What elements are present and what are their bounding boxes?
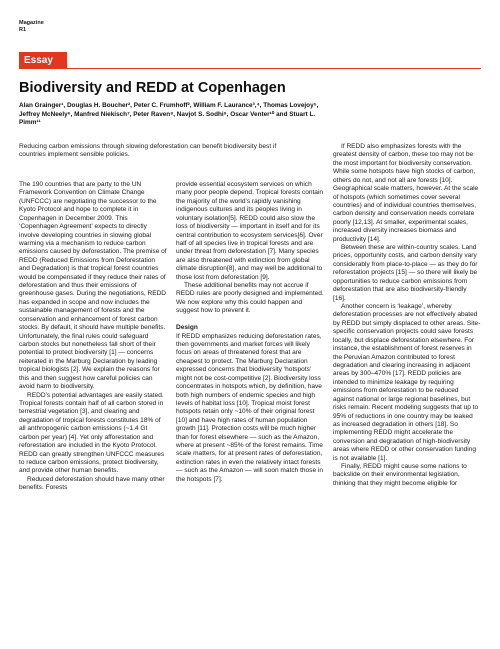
text-column-2 bbox=[176, 181, 324, 484]
paragraph: Between these are within-country scales. Land prices, opportunity costs, and carbon density vary considerably from place-to-place — as they do for reforestation projects [15] — so there will likely be opportunities to reduce carbon emissions from deforestation that are also biodiversity-friendly [16]. bbox=[333, 244, 478, 302]
section-heading: Design bbox=[176, 324, 198, 332]
paragraph: Another concern is ‘leakage’, whereby deforestation processes are not effectively abated by REDD but simply displaced to other areas. Site-specific conservation projects could save forests locally, but displace deforestation elsewhere. For instance, the establishment of forest reserves in the Peruvian Amazon contributed to forest degradation and clearing increasing in adjacent areas by 300–470% [17]. REDD policies are intended to minimize leakage by requiring emissions from deforestation to be reduced against national or large regional baselines, but risks remain. Recent modeling suggests that up to 95% of reductions in one country may be leaked as increased degradation in others [18]. So implementing REDD might accelerate the conversion and degradation of high-biodiversity areas where REDD or other conservation funding is not available [1]. bbox=[333, 303, 481, 462]
paragraph: These additional benefits may not accrue if REDD rules are poorly designed and implemented. We now explore why this could happen and suggest how to prevent it. bbox=[176, 282, 324, 315]
paragraph: Reduced deforestation should have many other benefits. Forests bbox=[19, 475, 165, 492]
section-label: Essay bbox=[19, 52, 67, 69]
text-column-3 bbox=[333, 143, 481, 488]
paragraph: If REDD emphasizes reducing deforestation rates, then governments and market forces will likely focus on areas of threatened forest that are cheapest to protect. The Marburg Declaration expressed concerns that biodiversity ‘hotspots’ might not be cost-competitive [2]. Biodiversity loss concentrates in hotspots which, by definition, have both high numbers of endemic species and high levels of habitat loss [10]. Tropical moist forest hotspots retain only ~10% of their original forest [10] and have high rates of human population growth [11]. Protection costs will be much higher than for forest elsewhere — such as the Amazon, where at present ~85% of the forest remains. Time scale matters, for at present rates of deforestation, extinction rates in even the relatively intact forests — such as the Amazon — will soon match those in the hotspots [7]. bbox=[176, 332, 324, 483]
paragraph: If REDD also emphasizes forests with the greatest density of carbon, these too may not be the most important for biodiversity conservation. While some hotspots have high stocks of carbon, others do not, and not all are forests [10]. Geographical scale matters, however. At the scale of hotspots (which sometimes cover several countries) and of individual countries themselves, carbon density and conservation needs correlate poorly [12,13]. At smaller, experimental scales, increased diversity increases biomass and productivity [14]. bbox=[333, 143, 479, 243]
paragraph: REDD’s potential advantages are easily stated. Tropical forests contain half of all carbon stored in terrestrial vegetation [3], and clearing and degradation of tropical forests constitutes 18% of all anthropogenic carbon emissions (~1.4 Gt carbon per year) [4]. Yet only afforestation and reforestation are included in the Kyoto Protocol. REDD can greatly strengthen UNFCCC measures to reduce carbon emissions, protect biodiversity, and provide other human benefits. bbox=[19, 391, 165, 475]
page-number: R1 bbox=[19, 26, 27, 33]
paragraph: provide essential ecosystem services on which many poor people depend. Tropical forests contain the majority of the world’s rapidly vanishing indigenous cultures and its peoples living in voluntary isolation[5]. REDD could also slow the loss of biodiversity — important in itself and for its central contribution to ecosystem services[6]. Over half of all species live in tropical forests and are under threat from deforestation [7]. Many species are also threatened with extinction from global climate disruption[8], and may well be additional to those lost from deforestation [9]. bbox=[176, 181, 324, 281]
paragraph-gap bbox=[176, 316, 324, 324]
journal-name: Magazine bbox=[19, 20, 44, 26]
paragraph: The 190 countries that are party to the UN Framework Convention on Climate Change (UNFCCC) are negotiating the successor to the Kyoto Protocol and hope to complete it in Copenhagen in December 2009. This ‘Copenhagen Agreement’ expects to directly involve developing countries in slowing global warming via a mechanism to reduce carbon emissions caused by deforestation. The premise of REDD (Reduced Emissions from Deforestation and Degradation) is that tropical forest countries would be compensated if they reduce their rates of deforestation and thus their emissions of greenhouse gases. During the negotiations, REDD has expanded in scope and now includes the sustainable management of forests and the conservation and enhancement of forest carbon stocks. By default, it should have multiple benefits. Unfortunately, the final rules could safeguard carbon stocks but nonetheless fall short of their potential to protect biodiversity [1] — concerns reiterated in the Marburg Declaration by leading tropical biologists [2]. We explain the reasons for this and then suggest how careful policies can avoid harm to biodiversity. bbox=[19, 181, 167, 391]
section-band bbox=[19, 52, 481, 69]
standfirst: Reducing carbon emissions through slowing deforestation can benefit biodiversity best if countries implement sensible policies. bbox=[19, 143, 277, 159]
author-list: Alan Grainger¹, Douglas H. Boucher², Peter C. Frumhoff², William F. Laurance³,⁴, Thomas Lovejoy⁵, Jeffrey McNeely⁶, Manfred Niekisch⁷, Peter Raven⁸, Navjot S. Sodhi⁹, Oscar Venter¹⁰ and Stuart L. Pimm¹¹ bbox=[19, 102, 319, 127]
article-title: Biodiversity and REDD at Copenhagen bbox=[19, 80, 286, 96]
journal-header bbox=[19, 20, 44, 33]
text-column-1 bbox=[19, 181, 167, 493]
paragraph: Finally, REDD might cause some nations to backslide on their environmental legislation, thinking that they might become eligible for bbox=[333, 463, 467, 487]
